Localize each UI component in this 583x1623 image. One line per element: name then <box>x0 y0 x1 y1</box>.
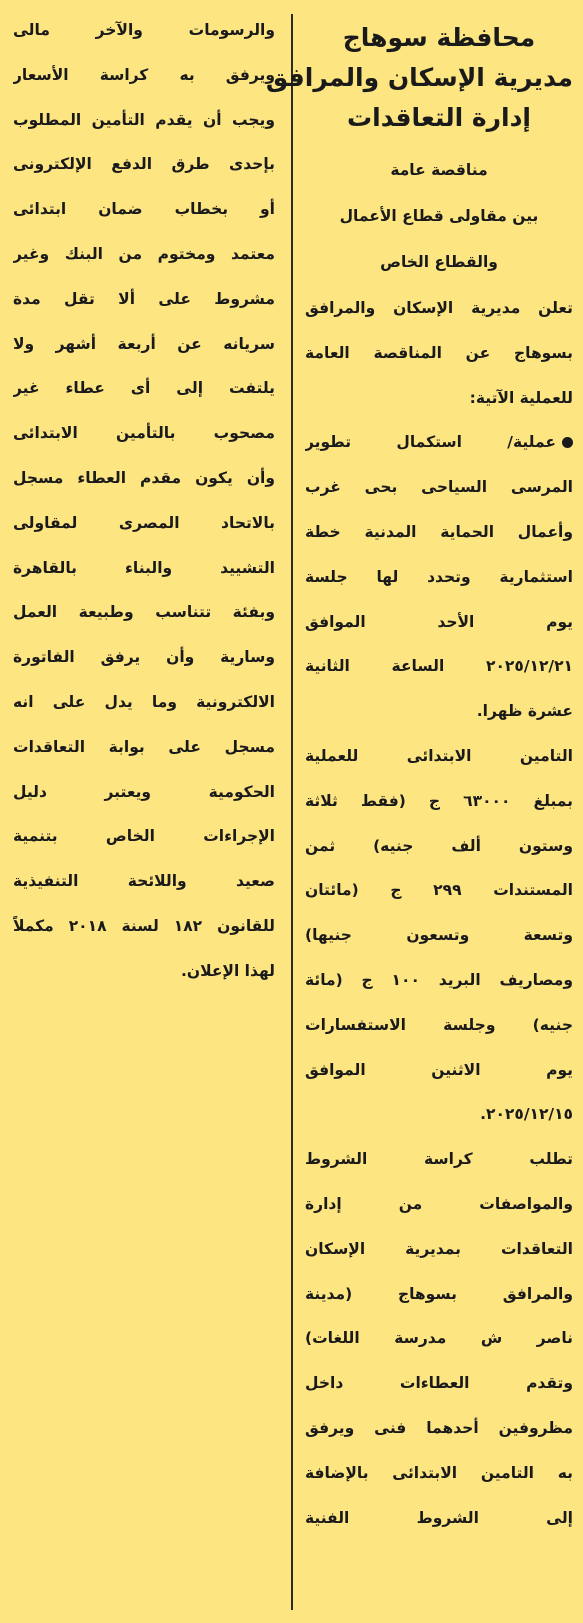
conditions-line: بالاتحاد المصرى لمقاولى <box>13 513 275 532</box>
insurance-line: جنيه) وجلسة الاستفسارات <box>305 1015 573 1034</box>
conditions-line: الحكومية ويعتبر دليل <box>13 782 275 801</box>
documents-paragraph <box>305 1137 573 1540</box>
governorate-title: محافظة سوهاج <box>342 23 536 52</box>
conditions-line: سريانه عن أربعة أشهر ولا <box>13 334 275 353</box>
conditions-line: وبفئة تتناسب وطبيعة العمل <box>13 603 275 622</box>
department-title: إدارة التعاقدات <box>347 103 531 132</box>
documents-line: ناصر ش مدرسة اللغات) <box>305 1329 573 1348</box>
project-line: وأعمال الحماية المدنية خطة <box>305 522 573 541</box>
project-line: ٢٠٢٥/١٢/٢١ الساعة الثانية <box>305 657 573 676</box>
conditions-line: ويجب أن يقدم التأمين المطلوب <box>13 110 275 129</box>
insurance-line: التامين الابتدائى للعملية <box>305 746 573 765</box>
project-line: عملية/ استكمال تطوير <box>305 433 556 452</box>
intro-paragraph <box>305 286 573 420</box>
documents-line: إلى الشروط الفنية <box>305 1508 573 1527</box>
insurance-line: وستون ألف جنيه) ثمن <box>305 836 573 855</box>
conditions-paragraph <box>13 8 275 994</box>
insurance-line: ومصاريف البريد ١٠٠ ج (مائة <box>305 970 573 989</box>
conditions-line: معتمد ومختوم من البنك وغير <box>13 244 275 263</box>
project-line: المرسى السياحى بحى غرب <box>305 478 573 497</box>
tender-scope-line-1: بين مقاولى قطاع الأعمال <box>339 207 539 225</box>
documents-line: التعاقدات بمديرية الإسكان <box>305 1239 573 1258</box>
conditions-line: لهذا الإعلان. <box>180 961 275 980</box>
insurance-line: المستندات ٢٩٩ ج (مائتان <box>305 881 573 900</box>
left-column <box>13 0 275 994</box>
project-line-with-bullet <box>305 420 573 465</box>
conditions-line: الإجراءات الخاص بتنمية <box>13 827 275 846</box>
intro-line: تعلن مديرية الإسكان والمرافق <box>305 299 573 317</box>
documents-line: به التامين الابتدائى بالإضافة <box>305 1463 573 1482</box>
conditions-line: مشروط على ألا تقل مدة <box>13 289 275 308</box>
conditions-line: التشييد والبناء بالقاهرة <box>13 558 275 577</box>
documents-line: والمرافق بسوهاج (مدينة <box>305 1284 573 1303</box>
conditions-line: للقانون ١٨٢ لسنة ٢٠١٨ مكملاً <box>13 916 275 935</box>
bullet-icon <box>562 437 573 448</box>
tender-type: مناقصة عامة <box>390 161 488 179</box>
column-divider <box>291 14 293 1610</box>
insurance-line: يوم الاثنين الموافق <box>305 1060 573 1079</box>
conditions-line: صعيد واللائحة التنفيذية <box>13 872 275 891</box>
insurance-line: وتسعة وتسعون جنيها) <box>305 926 573 945</box>
insurance-line: ٢٠٢٥/١٢/١٥. <box>480 1105 573 1124</box>
insurance-line: بمبلغ ٦٣٠٠٠ ج (فقط ثلاثة <box>305 791 573 810</box>
conditions-line: مسجل على بوابة التعاقدات <box>13 737 275 756</box>
conditions-line: والرسومات والآخر مالى <box>13 21 275 39</box>
tender-scope-line-2: والقطاع الخاص <box>380 253 498 271</box>
documents-line: مظروفين أحدهما فنى ويرفق <box>305 1418 573 1437</box>
conditions-line: يلتفت إلى أى عطاء غير <box>13 379 275 398</box>
intro-line: للعملية الآتية: <box>469 388 573 407</box>
project-line: عشرة ظهرا. <box>476 702 573 721</box>
intro-line: بسوهاج عن المناقصة العامة <box>305 343 573 362</box>
conditions-line: أو بخطاب ضمان ابتدائى <box>13 200 275 219</box>
project-line: يوم الأحد الموافق <box>305 612 573 631</box>
documents-line: وتقدم العطاءات داخل <box>305 1374 573 1393</box>
conditions-line: مصحوب بالتأمين الابتدائى <box>13 424 275 443</box>
documents-line: تطلب كراسة الشروط <box>305 1150 573 1169</box>
directorate-title: مديرية الإسكان والمرافق <box>265 63 573 92</box>
conditions-line: بإحدى طرق الدفع الإلكترونى <box>13 155 275 174</box>
conditions-line: ويرفق به كراسة الأسعار <box>13 65 275 84</box>
conditions-line: الالكترونية وما يدل على انه <box>13 692 275 711</box>
documents-line: والمواصفات من إدارة <box>305 1194 573 1213</box>
right-column <box>265 0 573 1540</box>
conditions-line: وأن يكون مقدم العطاء مسجل <box>13 468 275 487</box>
insurance-paragraph <box>305 734 573 1137</box>
conditions-line: وسارية وأن يرفق الفاتورة <box>13 648 275 667</box>
project-paragraph <box>305 420 573 734</box>
project-line: استثمارية وتحدد لها جلسة <box>305 567 573 586</box>
